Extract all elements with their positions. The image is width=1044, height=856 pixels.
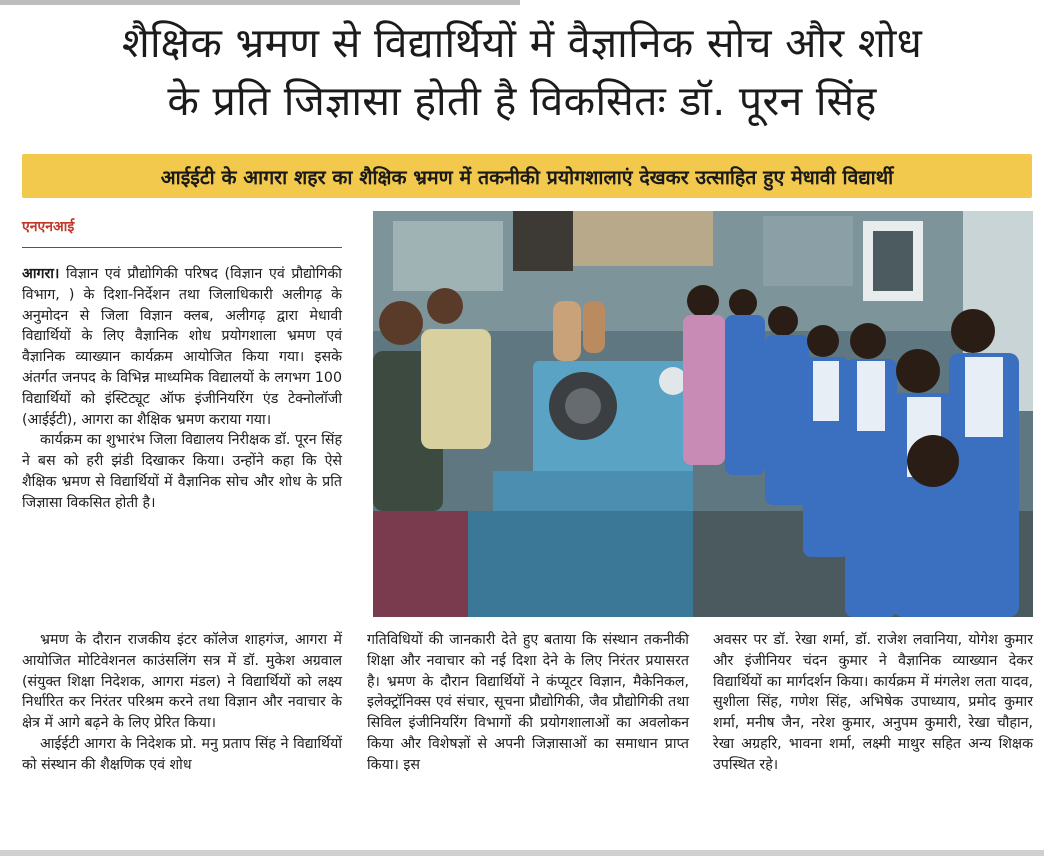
byline: एनएनआई bbox=[22, 219, 75, 235]
paragraph-1-text: विज्ञान एवं प्रौद्योगिकी परिषद (विज्ञान एवं प्रौद्योगिकी विभाग, ) के दिशा-निर्देशन तथा जिलाधिकारी अलीगढ़ के अनुमोदन से जिला विज्ञान क्लब, अलीगढ़ द्वारा मेधावी विद्यार्थियों के लिए वैज्ञानिक शोध प्रयोगशाला भ्रमण एवं वैज्ञानिक व्याख्यान कार्यक्रम आयोजित किया गया। इसके अंतर्गत जनपद के विभिन्न माध्यमिक विद्यालयों के लगभग 100 विद्यार्थियों को इंस्टिट्यूट ऑफ इंजीनियरिंग एंड टेक्नोलॉजी (आईईटी), आगरा का शैक्षिक भ्रमण कराया गया। bbox=[22, 266, 342, 428]
article-column-3 bbox=[713, 630, 1033, 776]
lab-visit-photo bbox=[373, 211, 1033, 617]
headline-line-1: शैक्षिक भ्रमण से विद्यार्थियों में वैज्ञानिक सोच और शोध bbox=[121, 19, 923, 67]
news-photo bbox=[373, 211, 1033, 617]
paragraph-3: भ्रमण के दौरान राजकीय इंटर कॉलेज शाहगंज, आगरा में आयोजित मोटिवेशनल काउंसलिंग सत्र में डॉ. मुकेश अग्रवाल (संयुक्त शिक्षा निदेशक, आगरा मंडल) ने विद्यार्थियों को लक्ष्य निर्धारित कर निरंतर परिश्रम करने तथा विज्ञान और नवाचार के क्षेत्र में आगे बढ़ने के लिए प्रेरित किया। bbox=[22, 632, 342, 732]
article-column-2 bbox=[367, 630, 689, 776]
headline bbox=[0, 14, 1044, 130]
dateline: आगरा। bbox=[22, 266, 60, 282]
article-column-1 bbox=[22, 264, 342, 514]
byline-divider bbox=[22, 247, 342, 248]
paragraph-5: गतिविधियों की जानकारी देते हुए बताया कि संस्थान तकनीकी शिक्षा और नवाचार को नई दिशा देने के लिए निरंतर प्रयासरत है। भ्रमण के दौरान विद्यार्थियों ने कंप्यूटर विज्ञान, मैकेनिकल, इलेक्ट्रॉनिक्स एवं संचार, सूचना प्रौद्योगिकी, जैव प्रौद्योगिकी तथा सिविल इंजीनियरिंग विभागों की प्रयोगशालाओं का अवलोकन किया और विशेषज्ञों से अपनी जिज्ञासाओं का समाधान प्राप्त किया। इस bbox=[367, 632, 689, 773]
top-border bbox=[0, 0, 520, 5]
paragraph-4: आईईटी आगरा के निदेशक प्रो. मनु प्रताप सिंह ने विद्यार्थियों को संस्थान की शैक्षणिक एवं शोध bbox=[22, 735, 342, 773]
paragraph-2: कार्यक्रम का शुभारंभ जिला विद्यालय निरीक्षक डॉ. पूरन सिंह ने बस को हरी झंडी दिखाकर किया। उन्होंने कहा कि ऐसे शैक्षिक भ्रमण से विद्यार्थियों में वैज्ञानिक सोच और शोध के प्रति जिज्ञासा विकसित होती है। bbox=[22, 432, 342, 511]
subheadline: आईईटी के आगरा शहर का शैक्षिक भ्रमण में तकनीकी प्रयोगशालाएं देखकर उत्साहित हुए मेधावी विद्यार्थी bbox=[22, 154, 1032, 198]
paragraph-1 bbox=[22, 264, 342, 430]
headline-line-2: के प्रति जिज्ञासा होती है विकसितः डॉ. पूरन सिंह bbox=[167, 77, 877, 125]
article-column-1-lower bbox=[22, 630, 342, 776]
paragraph-6: अवसर पर डॉ. रेखा शर्मा, डॉ. राजेश लवानिया, योगेश कुमार और इंजीनियर चंदन कुमार ने वैज्ञानिक व्याख्यान देकर विद्यार्थियों का मार्गदर्शन किया। कार्यक्रम में मंगलेश लता यादव, सुशीला सिंह, गणेश सिंह, अभिषेक उपाध्याय, प्रमोद कुमार शर्मा, मनीष जैन, नरेश कुमार, अनुपम कुमारी, रेखा चौहान, रेखा अग्रहरि, भावना शर्मा, लक्ष्मी माथुर सहित अन्य शिक्षक उपस्थित रहे। bbox=[713, 632, 1033, 773]
bottom-border bbox=[0, 850, 1044, 856]
